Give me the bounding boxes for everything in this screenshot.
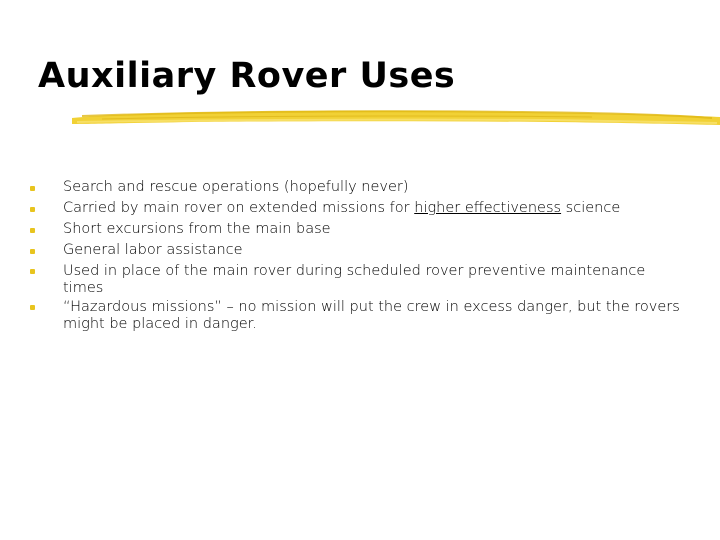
bullet-dot-icon <box>30 228 35 233</box>
bullet-dot-icon <box>30 249 35 254</box>
bullet-text-part: science <box>561 200 621 216</box>
bullet-dot-icon <box>30 305 35 310</box>
bullet-item <box>30 263 690 297</box>
bullet-item <box>30 198 690 219</box>
bullet-dot-icon <box>30 269 35 274</box>
bullet-text: Short excursions from the main base <box>63 221 331 237</box>
bullet-text: “Hazardous missions” – no mission will put the crew in excess danger, but the rovers might be placed in danger. <box>63 299 680 332</box>
bullet-text <box>63 200 620 216</box>
bullet-item <box>30 219 690 240</box>
bullet-text: Search and rescue operations (hopefully never) <box>63 179 409 195</box>
bullet-item <box>30 177 690 198</box>
title-underline-brushstroke <box>72 104 720 132</box>
bullet-text-part: Carried by main rover on extended missions for <box>63 200 415 216</box>
underlined-phrase: higher effectiveness <box>414 200 562 216</box>
bullet-item <box>30 299 690 333</box>
bullet-item <box>30 240 690 261</box>
slide-title: Auxiliary Rover Uses <box>38 56 456 96</box>
bullet-dot-icon <box>30 207 35 212</box>
bullet-text: General labor assistance <box>63 242 243 258</box>
bullet-list <box>30 177 690 333</box>
bullet-text: Used in place of the main rover during scheduled rover preventive maintenance times <box>63 263 646 296</box>
bullet-dot-icon <box>30 186 35 191</box>
